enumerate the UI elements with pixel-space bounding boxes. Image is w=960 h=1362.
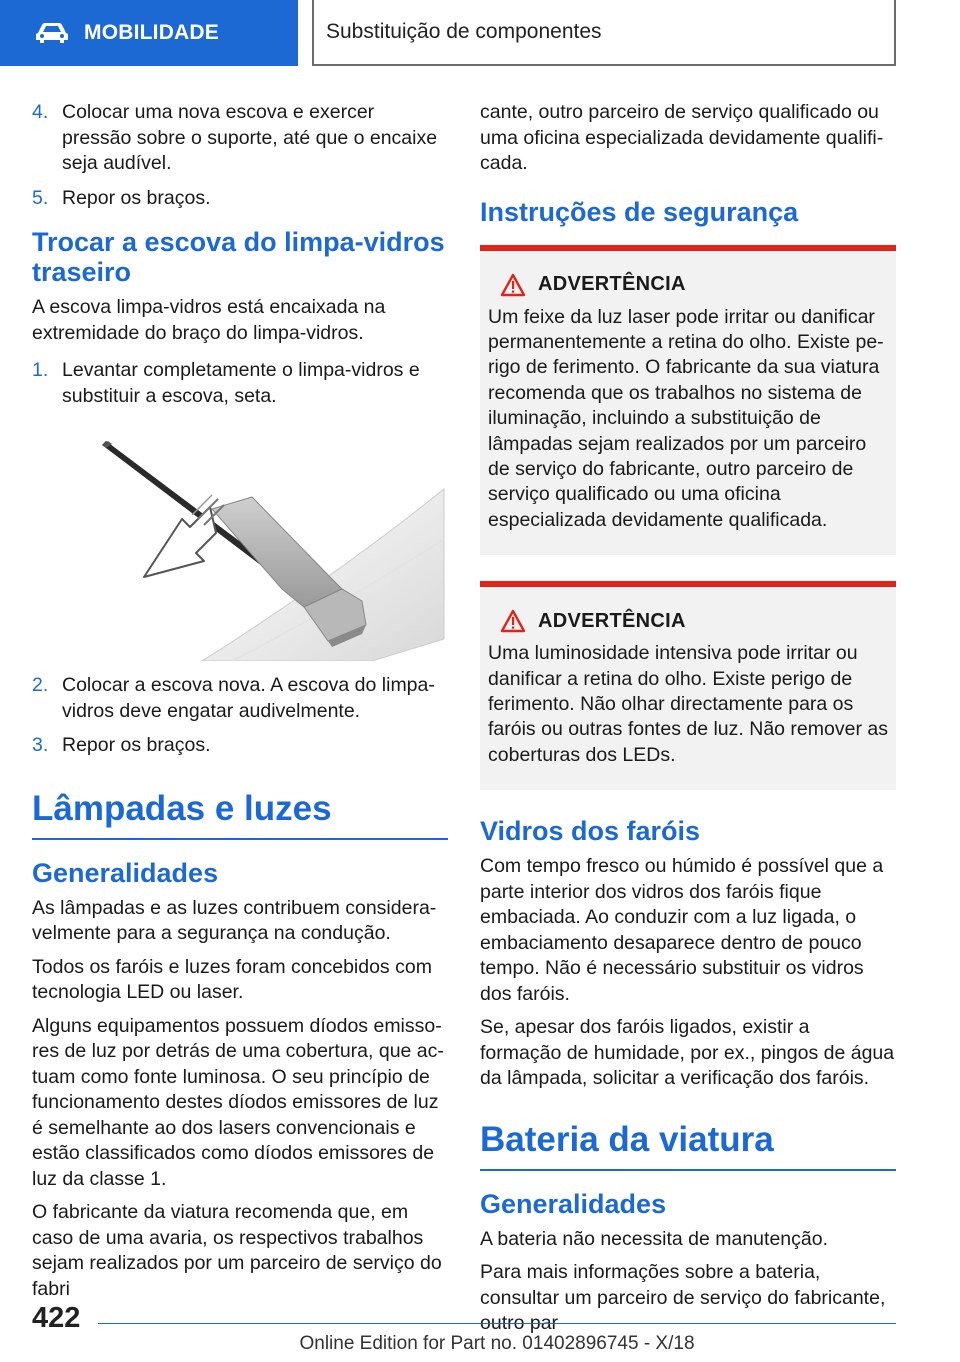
- section-tab: [0, 0, 298, 66]
- paragraph: cante, outro parceiro de serviço qualificado ou uma oficina especializada devidamente qualificada.: [480, 101, 884, 174]
- warning-header: [500, 609, 888, 633]
- page-header: [0, 0, 960, 66]
- rear-wiper-intro: A escova limpa-vidros está encaixada na extremidade do braço do limpa-vidros.: [32, 296, 386, 344]
- warning-icon: [500, 273, 526, 297]
- page-number: 422: [32, 1302, 81, 1334]
- list-text: Repor os braços.: [62, 186, 211, 209]
- warning-text: Uma luminosidade intensiva pode irritar ou danificar a retina do olho. Existe perigo de ferimento. Não olhar directamente para os faróis ou outras fontes de luz. Não remover as coberturas dos LEDs.: [488, 642, 888, 766]
- paragraph: Se, apesar dos faróis ligados, existir a formação de humidade, por ex., pingos de água da lâmpada, solicitar a verificação dos faróis.: [480, 1016, 895, 1090]
- car-icon: [34, 22, 70, 44]
- arrow-icon: [144, 495, 224, 577]
- left-column: [32, 100, 448, 1310]
- lamps-subheading: Generalidades: [32, 857, 219, 888]
- warning-icon: [500, 609, 526, 633]
- wiper-diagram: [32, 429, 448, 661]
- list-number: 2.: [32, 674, 49, 696]
- lamps-heading: Lâmpadas e luzes: [32, 789, 448, 840]
- list-item: [32, 186, 448, 212]
- list-number: 4.: [32, 101, 49, 123]
- safety-heading: Instruções de segurança: [480, 196, 799, 227]
- right-column: [480, 100, 896, 1345]
- section-label: MOBILIDADE: [84, 21, 219, 44]
- list-number: 3.: [32, 734, 49, 756]
- list-item: [32, 673, 448, 724]
- paragraph: Todos os faróis e luzes foram concebidos com tecnologia LED ou laser.: [32, 955, 432, 1003]
- list-item: [32, 100, 448, 177]
- paragraph: O fabricante da viatura recomenda que, em caso de uma avaria, os respectivos trabalhos sejam realizados por um parceiro de serviço do fabri: [32, 1201, 442, 1300]
- paragraph: Alguns equipamentos possuem díodos emissores de luz por detrás de uma cobertura, que actuam como fonte luminosa. O seu princípio de funcionamento destes díodos emissores de luz é semelhante ao dos lasers convencionais e estão classificados como díodos emissores de luz da classe 1.: [32, 1014, 444, 1190]
- paragraph: A bateria não necessita de manutenção.: [480, 1227, 828, 1250]
- rear-wiper-heading: Trocar a escova do limpa-vidros traseiro: [32, 227, 445, 287]
- list-number: 1.: [32, 359, 49, 381]
- footer-edition: Online Edition for Part no. 01402896745 - X/18: [299, 1333, 695, 1354]
- wiper-illustration: [32, 429, 448, 661]
- headlight-glass-heading: Vidros dos faróis: [480, 816, 701, 847]
- footer-divider: [98, 1323, 896, 1324]
- paragraph: As lâmpadas e as luzes contribuem consideravelmente para a segurança na condução.: [32, 896, 437, 944]
- paragraph: Com tempo fresco ou húmido é possível que a parte interior dos vidros dos faróis fique embaciada. Ao conduzir com a luz ligada, o embaciamento desaparece dentro de pouco tempo. Não é necessário substituir os vidros dos faróis.: [480, 855, 884, 1005]
- list-item: [32, 358, 448, 409]
- warning-text: Um feixe da luz laser pode irritar ou danificar permanentemente a retina do olho. Existe perigo de ferimento. O fabricante da sua viatura recomenda que os trabalhos no sistema de iluminação, incluindo a substituição de lâmpadas sejam realizados por um parceiro de serviço do fabricante, outro parceiro de serviço qualificado ou uma oficina especializada devidamente qualificada.: [488, 305, 884, 531]
- paragraph: Para mais informações sobre a bateria, consultar um parceiro de serviço do fabricante, outro par: [480, 1261, 886, 1335]
- warning-label: ADVERTÊNCIA: [538, 609, 686, 632]
- list-text: Colocar uma nova escova e exercer pressão sobre o suporte, até que o encaixe seja audível.: [62, 101, 438, 174]
- list-text: Colocar a escova nova. A escova do limpa-vidros deve engatar audivelmente.: [62, 674, 435, 722]
- list-number: 5.: [32, 186, 49, 209]
- warning-header: [500, 273, 888, 297]
- page-title: Substituição de componentes: [312, 0, 896, 66]
- list-item: [32, 733, 448, 759]
- list-text: Repor os braços.: [62, 734, 211, 756]
- battery-subheading: Generalidades: [480, 1188, 667, 1219]
- list-text: Levantar completamente o limpa-vidros e substituir a escova, seta.: [62, 359, 420, 407]
- warning-box: [480, 245, 896, 556]
- warning-label: ADVERTÊNCIA: [538, 273, 686, 295]
- warning-box: [480, 581, 896, 790]
- battery-heading: Bateria da viatura: [480, 1120, 896, 1171]
